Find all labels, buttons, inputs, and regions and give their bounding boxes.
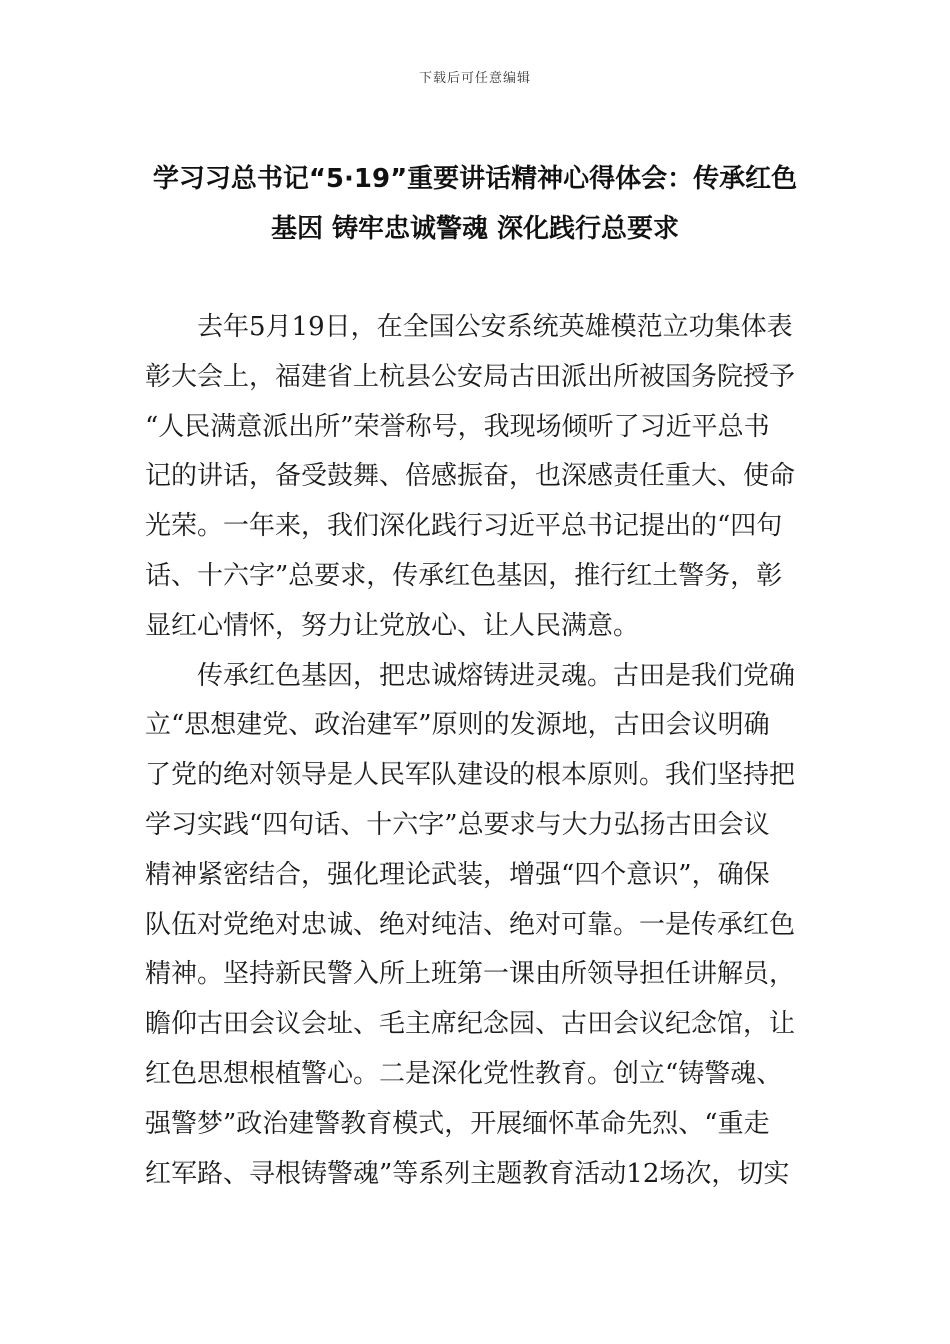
paragraph-line: 了党的绝对领导是人民军队建设的根本原则。我们坚持把 bbox=[145, 760, 796, 791]
paragraph-line: 瞻仰古田会议会址、毛主席纪念园、古田会议纪念馆，让 bbox=[145, 1009, 796, 1040]
paragraph-line: 精神。坚持新民警入所上班第一课由所领导担任讲解员， bbox=[145, 959, 796, 990]
document-title bbox=[130, 155, 820, 255]
paragraph bbox=[145, 652, 805, 1200]
paragraph-line: 显红心情怀，努力让党放心、让人民满意。 bbox=[145, 610, 640, 641]
title-line: 基因 铸牢忠诚警魂 深化践行总要求 bbox=[270, 213, 680, 244]
paragraph-line: 红色思想根植警心。二是深化党性教育。创立“铸警魂、 bbox=[145, 1058, 783, 1089]
paragraph-line: 强警梦”政治建警教育模式，开展缅怀革命先烈、“重走 bbox=[145, 1108, 770, 1139]
paragraph-line: 彰大会上，福建省上杭县公安局古田派出所被国务院授予 bbox=[145, 361, 796, 392]
paragraph-line: 记的讲话，备受鼓舞、倍感振奋，也深感责任重大、使命 bbox=[145, 461, 796, 492]
paragraph-line: 立“思想建党、政治建军”原则的发源地，古田会议明确 bbox=[145, 710, 770, 741]
paragraph-line: 红军路、寻根铸警魂”等系列主题教育活动12场次，切实 bbox=[145, 1158, 790, 1189]
title-line: 学习习总书记“5·19”重要讲话精神心得体会：传承红色 bbox=[152, 164, 798, 194]
paragraph-line: 光荣。一年来，我们深化践行习近平总书记提出的“四句 bbox=[145, 511, 783, 542]
paragraph-line: 话、十六字”总要求，传承红色基因，推行红土警务，彰 bbox=[145, 560, 783, 591]
paragraph-line: 学习实践“四句话、十六字”总要求与大力弘扬古田会议 bbox=[145, 809, 770, 840]
paragraph-line: 队伍对党绝对忠诚、绝对纯洁、绝对可靠。一是传承红色 bbox=[145, 909, 796, 940]
paragraph-line: 去年5月19日，在全国公安系统英雄模范立功集体表 bbox=[197, 312, 793, 342]
paragraph bbox=[145, 303, 805, 652]
paragraph-line: “人民满意派出所”荣誉称号，我现场倾听了习近平总书 bbox=[145, 411, 770, 442]
paragraph-line: 传承红色基因，把忠诚熔铸进灵魂。古田是我们党确 bbox=[197, 660, 796, 691]
paragraph-line: 精神紧密结合，强化理论武装，增强“四个意识”，确保 bbox=[145, 859, 770, 890]
page-header-note: 下载后可任意编辑 bbox=[418, 71, 531, 86]
document-body bbox=[145, 303, 805, 1199]
